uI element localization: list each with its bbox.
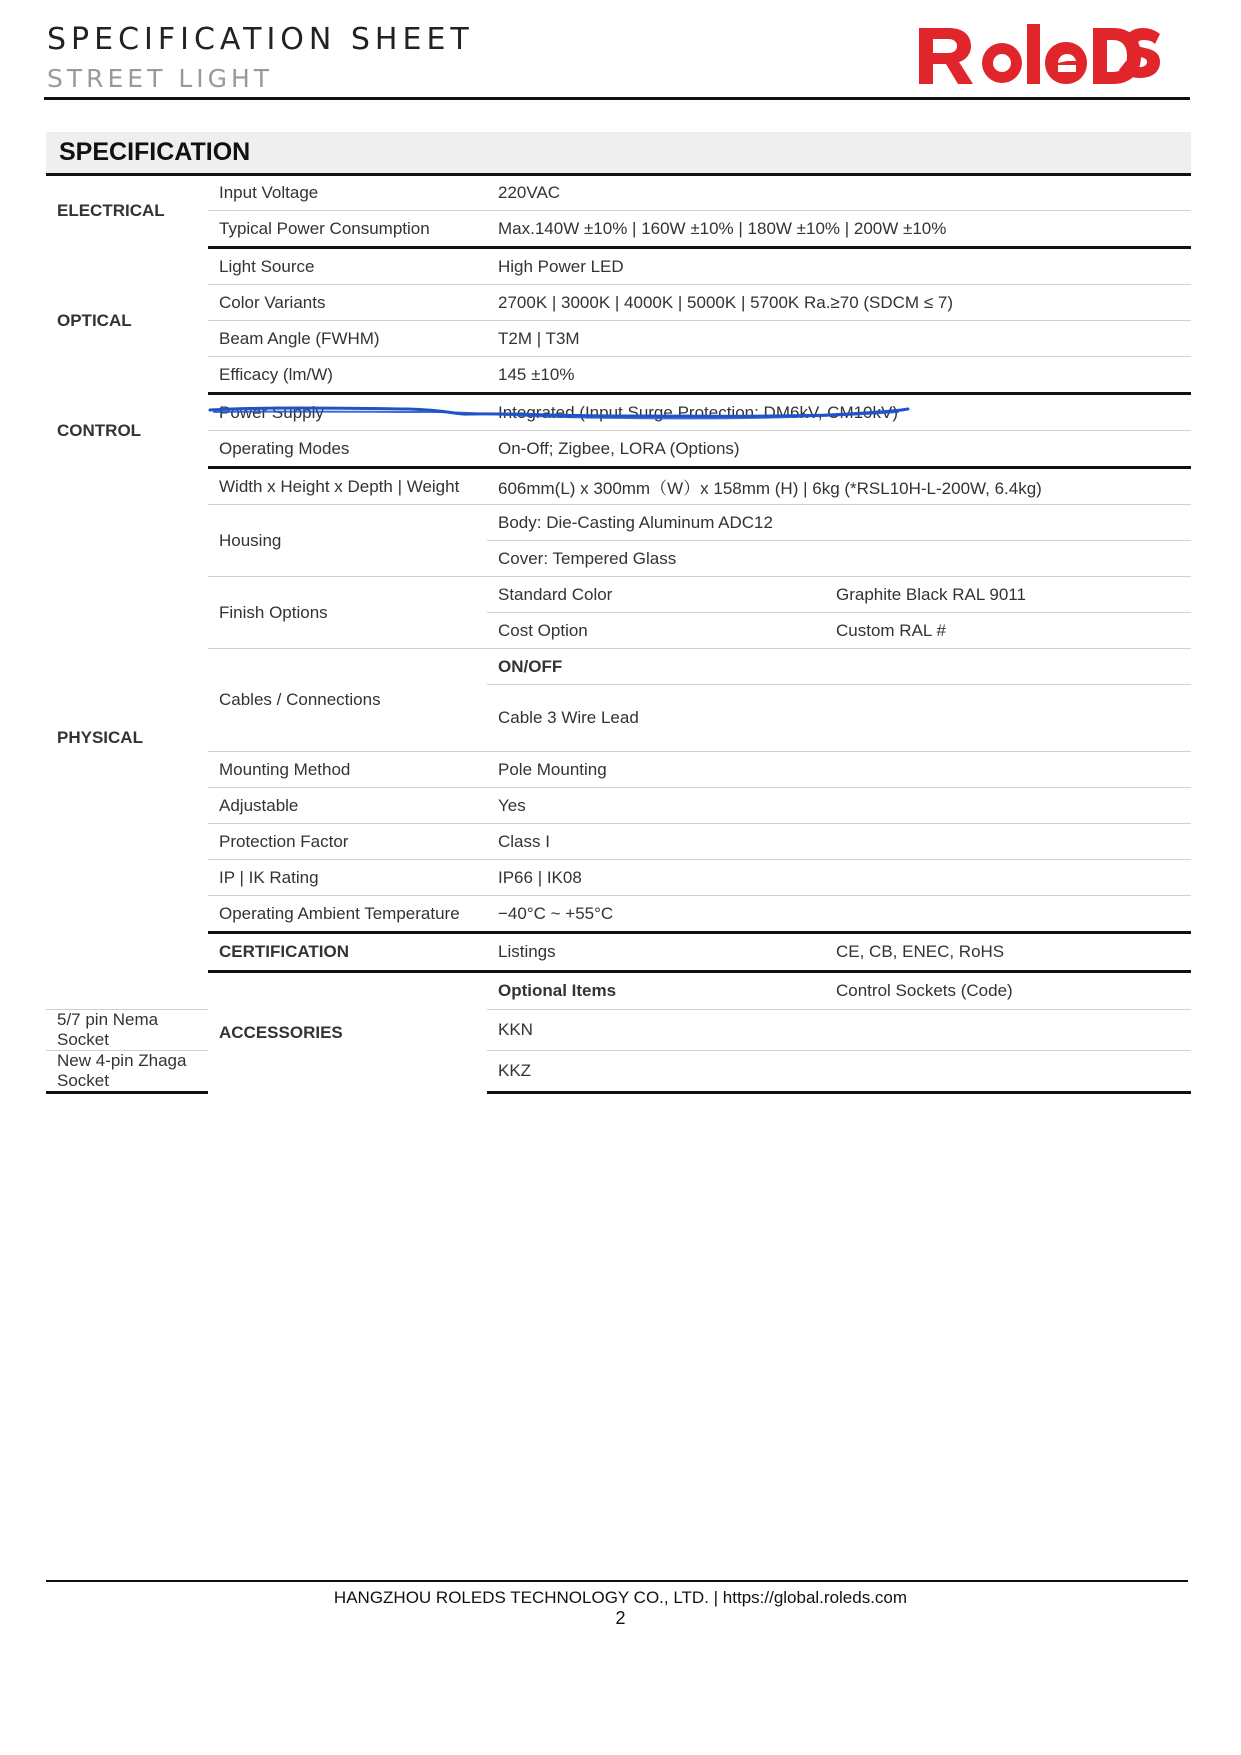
row-label: Width x Height x Depth | Weight — [219, 476, 460, 496]
row-label: Mounting Method — [208, 752, 487, 788]
header-title: SPECIFICATION SHEET — [47, 22, 474, 57]
row-label: Operating Ambient Temperature — [208, 896, 487, 933]
row-label: Beam Angle (FWHM) — [208, 321, 487, 357]
category-accessories: ACCESSORIES — [219, 1022, 343, 1042]
table-row — [46, 649, 1191, 685]
row-label: Adjustable — [208, 788, 487, 824]
row-value: 2700K | 3000K | 4000K | 5000K | 5700K Ra.≥70 (SDCM ≤ 7) — [487, 285, 1191, 321]
row-value: Cover: Tempered Glass — [487, 541, 1191, 577]
row-label: Housing — [208, 505, 487, 577]
row-label: Light Source — [219, 256, 315, 276]
row-value: IP66 | IK08 — [487, 860, 1191, 896]
row-label: IP | IK Rating — [208, 860, 487, 896]
page-number: 2 — [615, 1608, 626, 1628]
row-value: 606mm(L) x 300mm（W）x 158mm (H) | 6kg (*RSL10H-L-200W, 6.4kg) — [498, 479, 1042, 498]
table-row — [46, 321, 1191, 357]
table-row — [46, 357, 1191, 394]
table-row — [46, 285, 1191, 321]
row-value: Standard Color — [487, 577, 825, 613]
table-row — [46, 933, 1191, 972]
row-value: KKN — [487, 1010, 1191, 1051]
row-label: 5/7 pin Nema Socket — [46, 1010, 208, 1051]
table-row — [46, 972, 1191, 1010]
row-value: −40°C ~ +55°C — [487, 896, 1191, 933]
row-value: On-Off; Zigbee, LORA (Options) — [487, 431, 1191, 468]
table-row — [46, 175, 1191, 211]
category-optical: OPTICAL — [57, 310, 132, 330]
table-row — [46, 505, 1191, 541]
row-value: 220VAC — [498, 182, 561, 202]
section-title: SPECIFICATION — [59, 138, 251, 166]
row-value: Yes — [487, 788, 1191, 824]
row-value: ON/OFF — [487, 649, 1191, 685]
row-label: Power Supply — [219, 402, 324, 422]
row-label: Optional Items — [498, 981, 617, 1000]
category-certification: CERTIFICATION — [208, 933, 487, 972]
row-value: High Power LED — [498, 256, 624, 276]
table-row — [46, 394, 1191, 431]
spec-table — [46, 175, 1191, 1094]
header-subtitle: STREET LIGHT — [47, 64, 274, 93]
table-row — [46, 248, 1191, 285]
row-value: Class I — [487, 824, 1191, 860]
roleds-logo — [915, 20, 1160, 90]
section-header — [46, 132, 1191, 176]
row-value: CE, CB, ENEC, RoHS — [825, 933, 1191, 972]
row-value: T2M | T3M — [487, 321, 1191, 357]
row-label: Color Variants — [208, 285, 487, 321]
row-label: Finish Options — [208, 577, 487, 649]
row-label: Typical Power Consumption — [208, 211, 487, 248]
table-row — [46, 752, 1191, 788]
row-value: 145 ±10% — [487, 357, 1191, 394]
table-row — [46, 860, 1191, 896]
row-value: Custom RAL # — [825, 613, 1191, 649]
row-value: Cable 3 Wire Lead — [487, 685, 1191, 752]
table-row — [46, 896, 1191, 933]
row-value: Graphite Black RAL 9011 — [825, 577, 1191, 613]
table-row — [46, 468, 1191, 505]
category-control: CONTROL — [57, 420, 142, 440]
row-label: New 4-pin Zhaga Socket — [46, 1051, 208, 1093]
row-value: Max.140W ±10% | 160W ±10% | 180W ±10% | 200W ±10% — [487, 211, 1191, 248]
table-row — [46, 577, 1191, 613]
table-row — [46, 824, 1191, 860]
row-value: Integrated (Input Surge Protection: DM6kV, CM10kV) — [498, 402, 899, 422]
footer-divider — [46, 1580, 1188, 1582]
row-label: Listings — [487, 933, 825, 972]
footer-company: HANGZHOU ROLEDS TECHNOLOGY CO., LTD. | https://global.roleds.com — [333, 1588, 908, 1607]
row-label: Operating Modes — [208, 431, 487, 468]
table-row — [46, 211, 1191, 248]
row-label: Input Voltage — [219, 182, 319, 202]
category-physical: PHYSICAL — [57, 728, 143, 748]
table-row — [46, 788, 1191, 824]
row-value: Body: Die-Casting Aluminum ADC12 — [487, 505, 1191, 541]
row-value: Cost Option — [487, 613, 825, 649]
row-value: Pole Mounting — [487, 752, 1191, 788]
row-label: Efficacy (lm/W) — [208, 357, 487, 394]
row-label: Protection Factor — [208, 824, 487, 860]
category-electrical: ELECTRICAL — [57, 201, 165, 221]
header-divider — [44, 97, 1190, 100]
table-row — [46, 431, 1191, 468]
row-value: KKZ — [487, 1051, 1191, 1093]
row-label: Cables / Connections — [208, 649, 487, 752]
row-value: Control Sockets (Code) — [836, 981, 1013, 1000]
